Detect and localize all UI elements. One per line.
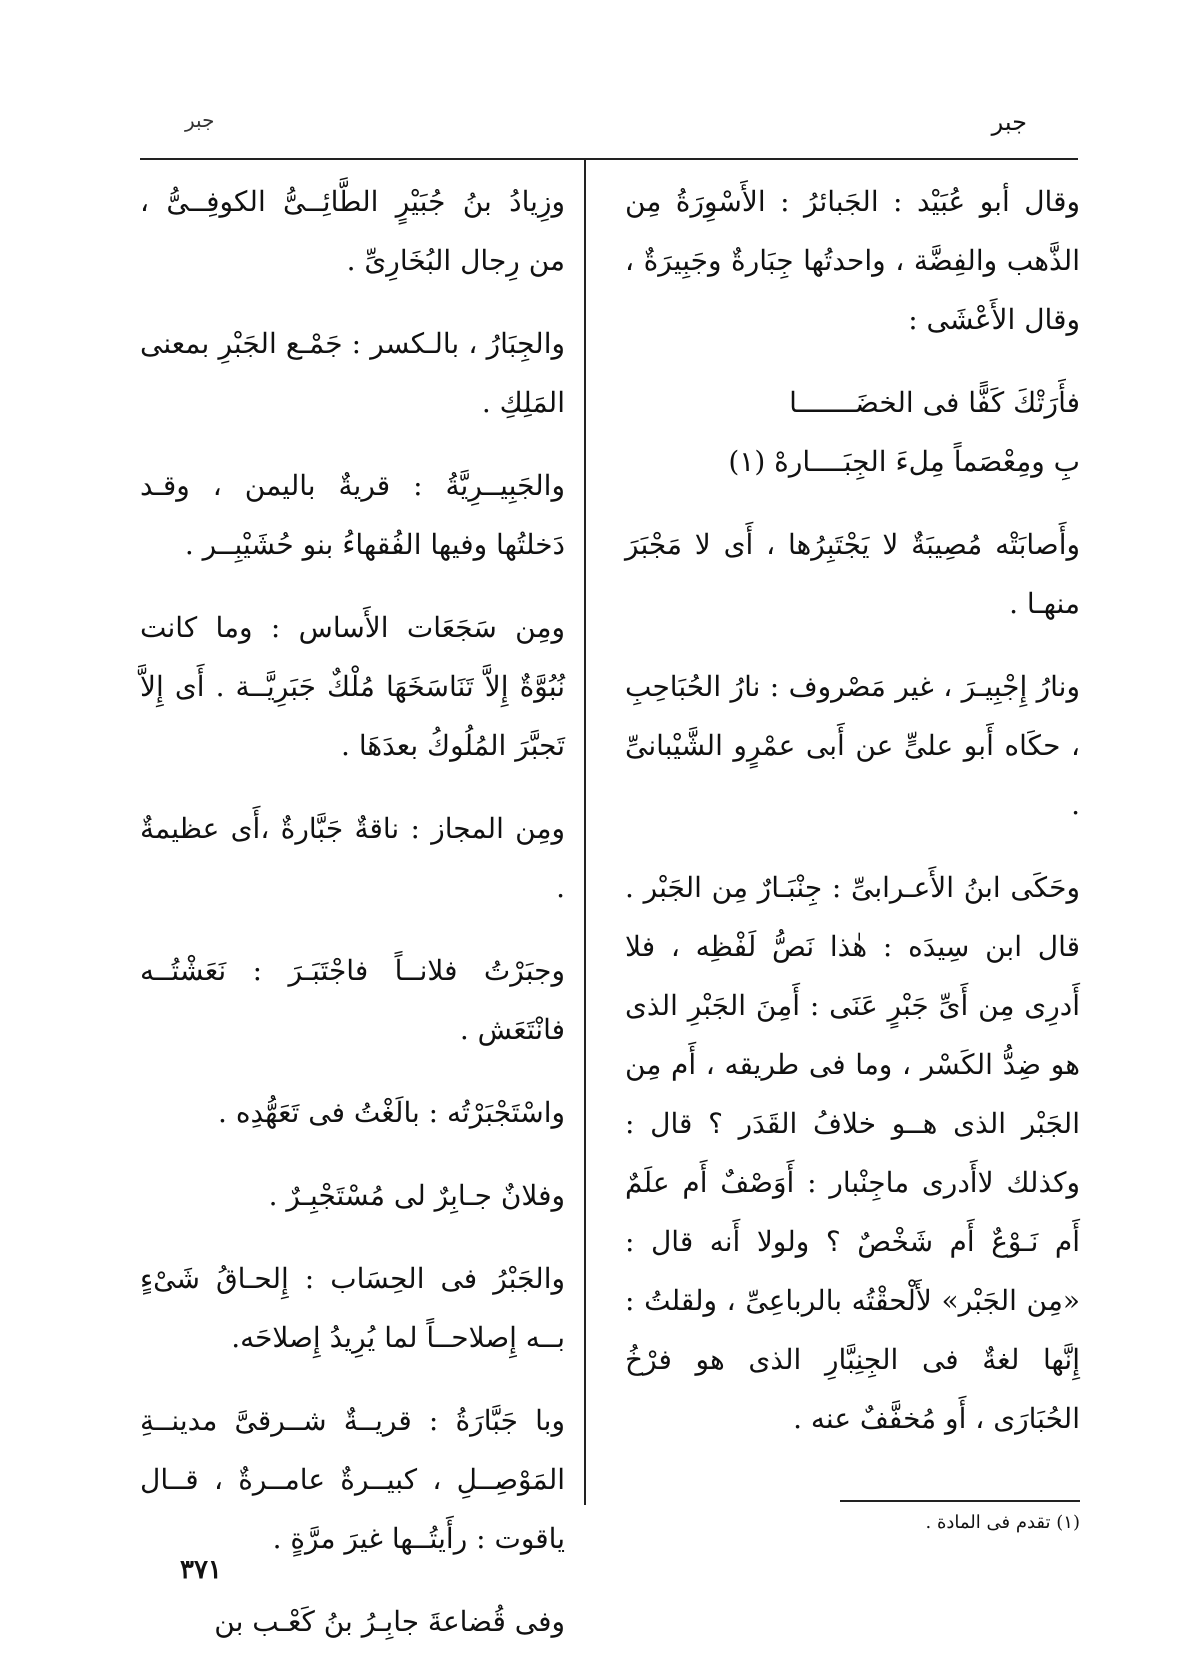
paragraph: وفى قُضاعةَ جابِـرُ بنُ كَعْـب بن: [214, 1605, 565, 1638]
paragraph: وقال أبو عُبَيْد : الجَبائرُ : الأَسْوِرَةُ مِن الذَّهب والفِضَّة ، واحدتُها جِبَارةٌ وجَبِيرَةٌ ، وقال الأَعْشَى :: [625, 185, 1080, 336]
paragraph: والجِبَارُ ، بالـكسر : جَمْـع الجَبْرِ بمعنى المَلِكِ .: [140, 327, 565, 419]
running-head-right: جبر: [991, 108, 1027, 136]
paragraph: وبا جَبَّارَةُ : قريــةٌ شــرقىَّ مدينــةِ المَوْصِــلِ ، كبيــرةٌ عامــرةٌ ، قــال ياقوت : رأَيتُــها غيرَ مرَّةٍ .: [140, 1404, 565, 1555]
verse-line: بِ ومِعْصَماً مِلءَ الجِبَــــارهْ (١): [728, 445, 1080, 478]
column-divider: [584, 160, 586, 1505]
paragraph: ومِن سَجَعَات الأَساس : وما كانت نُبُوَّةٌ إِلاَّ تَنَاسَخَهَا مُلْكٌ جَبَرِيَّــة . أَى إِلاَّ تَجبَّرَ المُلُوكُ بعدَهَا .: [140, 611, 565, 762]
right-column: [625, 172, 1080, 1472]
verse-line: فأَرَتْكَ كَفًّا فى الخضَـــــــا: [789, 386, 1080, 419]
left-column: [140, 172, 565, 1675]
paragraph: والجَبْرُ فى الحِسَاب : إِلحـاقُ شَىْءٍ بــه إِصلاحــاً لما يُرِيدُ إِصلاحَه.: [140, 1262, 565, 1354]
paragraph: واسْتَجْبَرْتُه : بالَغْتُ فى تَعَهُّدِه .: [218, 1096, 565, 1129]
paragraph: وحَكَى ابنُ الأَعـرابىِّ : جِنْبَـارٌ مِن الجَبْر . قال ابن سِيدَه : هٰذا نَصُّ لَفْظِه ، فلا أَدرِى مِن أَىِّ جَبْرٍ عَنَى : أَمِنَ الجَبْرِ الذى هو ضِدُّ الكَسْر ، وما فى طريقه ، أَم مِن الجَبْر الذى هــو خلافُ القَدَر ؟ قال : وكذلك لاأَدرى ماجِنْبار : أَوَصْفٌ أَم علَمٌ أَم نَـوْعٌ أَم شَخْصٌ ؟ ولولا أَنه قال : «مِن الجَبْر» لأَلْحقْتُه بالرباعِىِّ ، ولقلتُ : إِنَّها لغةٌ فى الجِنِبَّارِ الذى هو فرْخُ الحُبَارَى ، أَو مُخفَّفٌ عنه .: [625, 871, 1080, 1435]
paragraph: وزِيادُ بنُ جُبَيْرٍ الطَّائِــىُّ الكوفِــىُّ ، من رِجال البُخَارِىِّ .: [140, 185, 565, 277]
paragraph: وجبَرْتُ فلانــاً فاجْتَبَـرَ : نَعَشْتُــه فانْتَعَش .: [140, 954, 565, 1046]
footnote-rule: [840, 1500, 1080, 1502]
paragraph: ونارُ إِجْبِيـرَ ، غير مَصْروف : نارُ الحُبَاحِبِ ، حكَاه أَبو علىٍّ عن أَبى عمْرٍو الشَّيْبانىِّ .: [625, 670, 1080, 821]
running-head-left: جبر: [185, 108, 215, 132]
footnote: (١) تقدم فى المادة .: [925, 1512, 1080, 1533]
header-rule: [140, 158, 1078, 160]
paragraph: ومِن المجاز : ناقةٌ جَبَّارةٌ ،أَى عظيمةٌ .: [140, 812, 565, 904]
paragraph: وأَصابَتْه مُصِيبَةٌ لا يَجْتَبِرُها ، أَى لا مَجْبَرَ منهـا .: [625, 528, 1080, 620]
paragraph: وفلانٌ جـابِرٌ لى مُسْتَجْبِـرٌ .: [268, 1179, 565, 1212]
paragraph: والجَبِيــرِيَّةُ : قريةٌ باليمن ، وقـد دَخلتُها وفيها الفُقهاءُ بنو حُشَيْبِــر .: [140, 469, 565, 561]
page-number: ٣٧١: [180, 1555, 222, 1585]
